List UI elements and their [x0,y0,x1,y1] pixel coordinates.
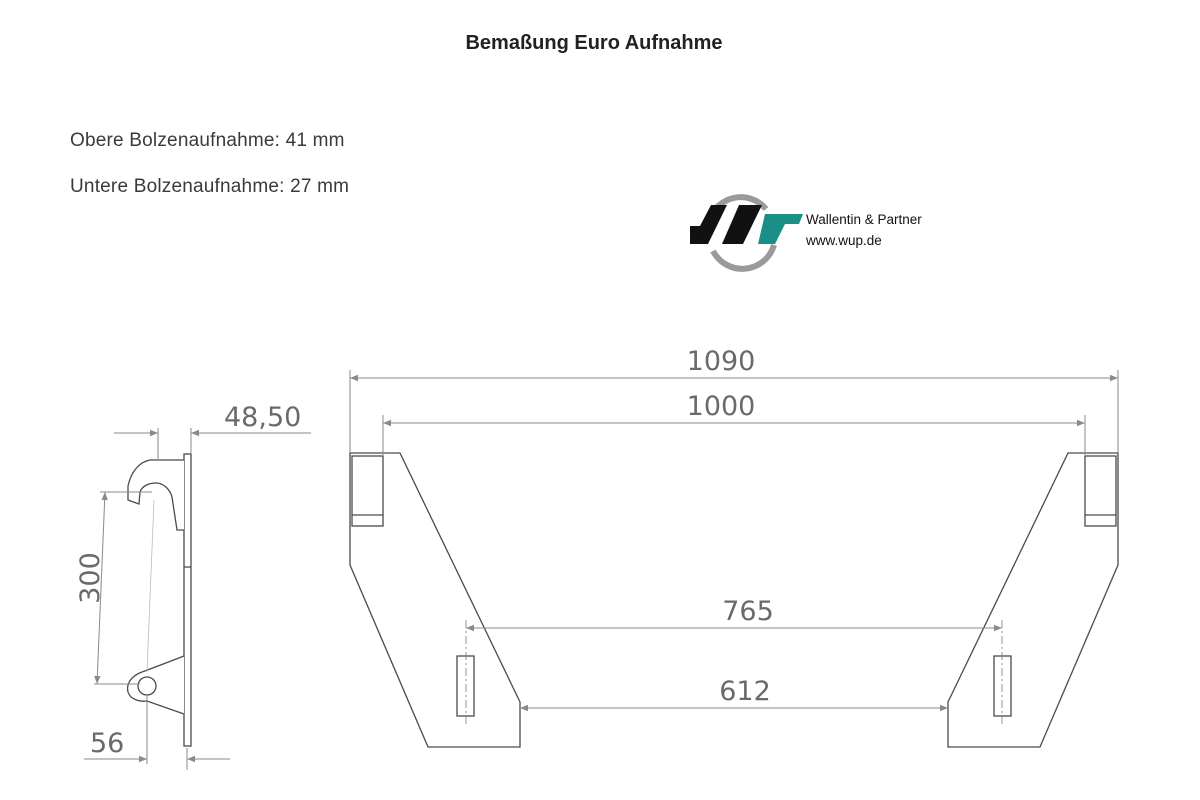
side-view [128,454,191,746]
left-bracket [350,453,520,747]
side-dimensions [84,428,311,770]
right-bracket [948,453,1118,747]
upper-hook [128,460,184,530]
left-bracket-outline [350,453,520,747]
side-plate [184,454,191,746]
dim-label-lower-inner-spacing: 612 [719,676,771,707]
dim-label-bottom-offset: 56 [90,728,125,759]
pin-centerline [147,500,154,672]
right-bracket-outline [948,453,1118,747]
spec-upper-pin: Obere Bolzenaufnahme: 41 mm [70,130,345,151]
company-logo [690,197,922,269]
logo-company-name: Wallentin & Partner [806,212,922,227]
logo-website: www.wup.de [806,233,882,248]
dim-label-overall-width: 1090 [686,346,756,377]
lower-pin-hole [138,677,156,695]
page-title: Bemaßung Euro Aufnahme [465,32,723,54]
logo-mark-icon [690,205,803,244]
dim-label-upper-pin-spacing: 1000 [686,391,756,422]
dim-label-vertical-pin-distance: 300 [75,552,106,604]
dim-label-side-depth: 48,50 [224,402,302,433]
dim-label-lower-outer-spacing: 765 [722,596,774,627]
spec-lower-pin: Untere Bolzenaufnahme: 27 mm [70,176,350,197]
